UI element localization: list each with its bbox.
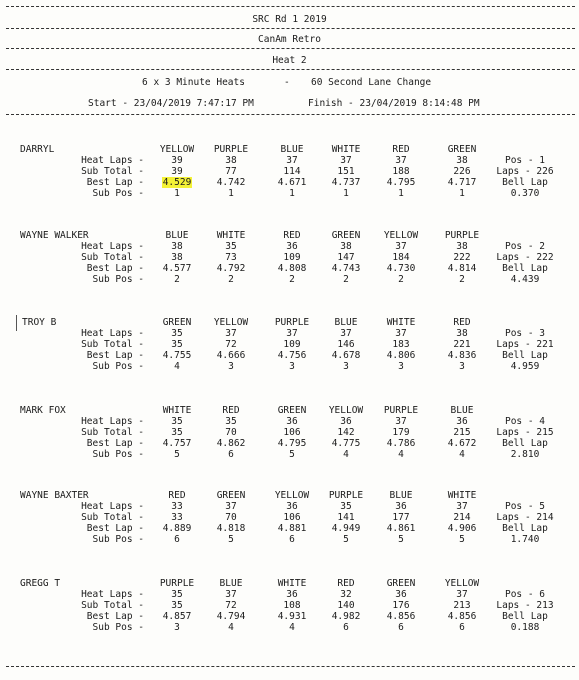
best-lap-value: 4.795 [277,438,307,449]
lane-color: RED [392,144,410,155]
row-label: Heat Laps - [81,241,144,252]
lane-color: YELLOW [213,317,249,328]
summary-line: Laps - 222 [496,252,554,263]
sub-pos-value: 2 [343,274,349,285]
sub-total-value: 213 [453,600,471,611]
sub-pos-value: 3 [289,361,295,372]
heat-laps-value: 35 [171,416,183,427]
divider [6,114,575,115]
lane-color: PURPLE [444,230,480,241]
sub-total-value: 35 [171,427,183,438]
finish-time: Finish - 23/04/2019 8:14:48 PM [308,98,480,109]
lane-color: WHITE [216,230,246,241]
best-lap-value: 4.906 [447,523,477,534]
lane-color: GREEN [162,317,192,328]
row-label: Best Lap - [86,523,144,534]
heat-laps-value: 37 [225,328,237,339]
sub-total-value: 114 [283,166,301,177]
sub-pos-value: 6 [174,534,180,545]
sub-pos-value: 3 [398,361,404,372]
best-lap-value: 4.814 [447,263,477,274]
sub-pos-value: 2 [459,274,465,285]
lane-color: BLUE [165,230,189,241]
best-lap-value: 4.756 [277,350,307,361]
sub-pos-value: 5 [228,534,234,545]
best-lap-value: 4.672 [447,438,477,449]
lane-color: BLUE [450,405,474,416]
lane-color: GREEN [447,144,477,155]
heat-laps-value: 38 [456,241,468,252]
sub-total-value: 72 [225,600,237,611]
heat-laps-value: 37 [340,328,352,339]
heat-laps-value: 35 [171,328,183,339]
best-lap-value: 4.757 [162,438,192,449]
summary-line: Bell Lap [502,523,548,534]
driver-name: GREGG T [20,578,61,589]
best-lap-value [147,177,207,188]
best-lap-value: 4.794 [216,611,246,622]
sub-pos-value: 4 [343,449,349,460]
lane-color: WHITE [386,317,416,328]
sub-pos-value: 5 [398,534,404,545]
row-label: Sub Pos - [92,622,144,633]
heat-laps-value: 38 [225,155,237,166]
sub-pos-value: 4 [398,449,404,460]
row-label: Sub Total - [81,252,144,263]
sub-total-value: 140 [337,600,355,611]
heat-laps-value: 37 [225,501,237,512]
driver-name: WAYNE BAXTER [20,490,89,501]
sub-pos-value: 3 [459,361,465,372]
heat-laps-value: 36 [286,501,298,512]
summary-line: 2.810 [510,449,540,460]
sub-pos-value: 2 [398,274,404,285]
sub-total-value: 214 [453,512,471,523]
best-lap-value: 4.737 [331,177,361,188]
sub-total-value: 35 [171,339,183,350]
summary-line: Bell Lap [502,611,548,622]
sub-total-value: 106 [283,512,301,523]
driver-name: TROY B [22,317,57,328]
sub-pos-value: 6 [459,622,465,633]
heat-format: 6 x 3 Minute Heats [142,77,245,88]
best-lap-value: 4.861 [386,523,416,534]
heat-laps-value: 36 [286,589,298,600]
lane-change: 60 Second Lane Change [311,77,432,88]
sub-total-value: 151 [337,166,355,177]
lane-color: YELLOW [159,144,195,155]
best-lap-value: 4.889 [162,523,192,534]
row-label: Sub Total - [81,512,144,523]
lane-color: BLUE [334,317,358,328]
sub-total-value: 146 [337,339,355,350]
divider [6,28,575,29]
heat-laps-value: 36 [286,241,298,252]
sub-total-value: 188 [392,166,410,177]
sub-total-value: 73 [225,252,237,263]
event-name: CanAm Retro [258,34,321,45]
sub-total-value: 141 [337,512,355,523]
heat-laps-value: 37 [395,155,407,166]
row-label: Sub Pos - [92,188,144,199]
lane-color: PURPLE [274,317,310,328]
heat-laps-value: 33 [171,501,183,512]
summary-line: Pos - 1 [504,155,546,166]
best-lap-value: 4.856 [447,611,477,622]
heat-laps-value: 38 [171,241,183,252]
sub-total-value: 38 [171,252,183,263]
sub-pos-value: 5 [174,449,180,460]
summary-line: Bell Lap [502,350,548,361]
sub-pos-value: 6 [289,534,295,545]
sub-total-value: 106 [283,427,301,438]
sub-pos-value: 5 [459,534,465,545]
heat-laps-value: 35 [225,241,237,252]
lane-color: RED [222,405,240,416]
best-lap-value: 4.857 [162,611,192,622]
sub-pos-value: 3 [228,361,234,372]
heat-laps-value: 35 [340,501,352,512]
best-lap-value: 4.717 [447,177,477,188]
divider [6,6,575,7]
divider [6,48,575,49]
heat-laps-value: 37 [456,589,468,600]
row-label: Sub Pos - [92,274,144,285]
sub-pos-value: 5 [289,449,295,460]
best-lap-value: 4.792 [216,263,246,274]
lane-color: YELLOW [383,230,419,241]
heat-laps-value: 37 [286,155,298,166]
row-label: Best Lap - [86,177,144,188]
lane-color: BLUE [219,578,243,589]
lane-color: GREEN [386,578,416,589]
sub-total-value: 70 [225,427,237,438]
sub-pos-value: 2 [174,274,180,285]
row-label: Heat Laps - [81,501,144,512]
summary-line: Pos - 6 [504,589,546,600]
summary-line: 4.439 [510,274,540,285]
sub-total-value: 179 [392,427,410,438]
best-lap-value: 4.836 [447,350,477,361]
heat-laps-value: 37 [395,416,407,427]
best-lap-value: 4.666 [216,350,246,361]
row-label: Sub Total - [81,166,144,177]
best-lap-value: 4.730 [386,263,416,274]
heat-laps-value: 36 [395,589,407,600]
row-label: Sub Total - [81,600,144,611]
heat-laps-value: 36 [395,501,407,512]
lane-color: WHITE [162,405,192,416]
sub-total-value: 215 [453,427,471,438]
lane-color: WHITE [277,578,307,589]
sub-total-value: 39 [171,166,183,177]
heat-laps-value: 38 [340,241,352,252]
lane-color: GREEN [277,405,307,416]
summary-line: 0.370 [510,188,540,199]
best-lap-value: 4.862 [216,438,246,449]
lane-color: PURPLE [213,144,249,155]
row-label: Sub Total - [81,339,144,350]
sub-pos-value: 1 [398,188,404,199]
lane-color: BLUE [389,490,413,501]
summary-line: Bell Lap [502,438,548,449]
lane-color: WHITE [331,144,361,155]
driver-name: WAYNE WALKER [20,230,89,241]
sub-total-value: 176 [392,600,410,611]
summary-line: Bell Lap [502,263,548,274]
best-lap-value: 4.786 [386,438,416,449]
heat-laps-value: 38 [456,155,468,166]
row-label: Heat Laps - [81,328,144,339]
summary-line: Pos - 5 [504,501,546,512]
sub-total-value: 109 [283,339,301,350]
best-lap-value: 4.949 [331,523,361,534]
heat-laps-value: 36 [286,416,298,427]
lane-color: PURPLE [328,490,364,501]
row-label: Best Lap - [86,611,144,622]
lane-color: GREEN [331,230,361,241]
lane-color: PURPLE [159,578,195,589]
lane-color: RED [283,230,301,241]
lane-color: YELLOW [328,405,364,416]
summary-line: Bell Lap [502,177,548,188]
best-lap-value: 4.818 [216,523,246,534]
heat-laps-value: 35 [171,589,183,600]
sub-pos-value: 6 [228,449,234,460]
summary-line: Laps - 214 [496,512,554,523]
driver-name: MARK FOX [20,405,66,416]
row-label: Best Lap - [86,263,144,274]
summary-line: Pos - 2 [504,241,546,252]
row-label: Sub Pos - [92,361,144,372]
row-label: Best Lap - [86,350,144,361]
sub-total-value: 142 [337,427,355,438]
sub-pos-value: 4 [174,361,180,372]
sub-total-value: 33 [171,512,183,523]
divider [6,69,575,70]
best-lap-value: 4.931 [277,611,307,622]
summary-line: Laps - 215 [496,427,554,438]
sub-pos-value: 6 [398,622,404,633]
heat-laps-value: 38 [456,328,468,339]
heat-laps-value: 35 [225,416,237,427]
sub-pos-value: 1 [289,188,295,199]
sub-total-value: 70 [225,512,237,523]
row-label: Heat Laps - [81,155,144,166]
lane-color: GREEN [216,490,246,501]
lane-color: RED [168,490,186,501]
start-time: Start - 23/04/2019 7:47:17 PM [88,98,254,109]
divider [6,666,575,667]
summary-line: 0.188 [510,622,540,633]
sub-total-value: 184 [392,252,410,263]
sub-pos-value: 4 [459,449,465,460]
sub-pos-value: 3 [174,622,180,633]
sub-pos-value: 4 [228,622,234,633]
summary-line: 4.959 [510,361,540,372]
heat-laps-value: 37 [395,241,407,252]
row-label: Heat Laps - [81,416,144,427]
sub-total-value: 35 [171,600,183,611]
heat-laps-value: 37 [340,155,352,166]
heat-laps-value: 36 [340,416,352,427]
sub-total-value: 226 [453,166,471,177]
summary-line: Pos - 3 [504,328,546,339]
summary-line: Laps - 221 [496,339,554,350]
format-separator: - [284,77,290,88]
driver-name: DARRYL [20,144,55,155]
best-lap-value: 4.577 [162,263,192,274]
best-lap-value: 4.742 [216,177,246,188]
sub-total-value: 147 [337,252,355,263]
row-label: Sub Pos - [92,534,144,545]
best-lap-value: 4.795 [386,177,416,188]
sub-total-value: 177 [392,512,410,523]
heat-laps-value: 32 [340,589,352,600]
sub-total-value: 77 [225,166,237,177]
best-lap-value: 4.881 [277,523,307,534]
lane-color: YELLOW [444,578,480,589]
summary-line: 1.740 [510,534,540,545]
row-label: Best Lap - [86,438,144,449]
best-lap-value: 4.808 [277,263,307,274]
heat-laps-value: 37 [225,589,237,600]
sub-total-value: 221 [453,339,471,350]
row-label: Sub Total - [81,427,144,438]
heat-laps-value: 37 [286,328,298,339]
best-lap-value: 4.755 [162,350,192,361]
summary-line: Pos - 4 [504,416,546,427]
sub-total-value: 72 [225,339,237,350]
summary-line: Laps - 226 [496,166,554,177]
lane-color: WHITE [447,490,477,501]
heat-laps-value: 37 [456,501,468,512]
row-label: Sub Pos - [92,449,144,460]
sub-pos-value: 3 [343,361,349,372]
heat-laps-value: 36 [456,416,468,427]
heat-laps-value: 39 [171,155,183,166]
sub-total-value: 222 [453,252,471,263]
sub-pos-value: 4 [289,622,295,633]
sub-total-value: 108 [283,600,301,611]
highlighted-best-lap: 4.529 [162,177,192,188]
best-lap-value: 4.806 [386,350,416,361]
sub-pos-value: 2 [289,274,295,285]
report-title: SRC Rd 1 2019 [252,14,327,25]
best-lap-value: 4.678 [331,350,361,361]
best-lap-value: 4.743 [331,263,361,274]
best-lap-value: 4.775 [331,438,361,449]
margin-mark [16,315,21,331]
sub-pos-value: 1 [174,188,180,199]
lane-color: BLUE [280,144,304,155]
sub-pos-value: 1 [343,188,349,199]
sub-total-value: 109 [283,252,301,263]
best-lap-value: 4.856 [386,611,416,622]
heat-name: Heat 2 [272,55,307,66]
summary-line: Laps - 213 [496,600,554,611]
sub-pos-value: 2 [228,274,234,285]
sub-total-value: 183 [392,339,410,350]
best-lap-value: 4.982 [331,611,361,622]
best-lap-value: 4.671 [277,177,307,188]
lane-color: YELLOW [274,490,310,501]
heat-laps-value: 37 [395,328,407,339]
sub-pos-value: 6 [343,622,349,633]
sub-pos-value: 1 [459,188,465,199]
sub-pos-value: 1 [228,188,234,199]
lane-color: RED [337,578,355,589]
row-label: Heat Laps - [81,589,144,600]
sub-pos-value: 5 [343,534,349,545]
lane-color: RED [453,317,471,328]
lane-color: PURPLE [383,405,419,416]
